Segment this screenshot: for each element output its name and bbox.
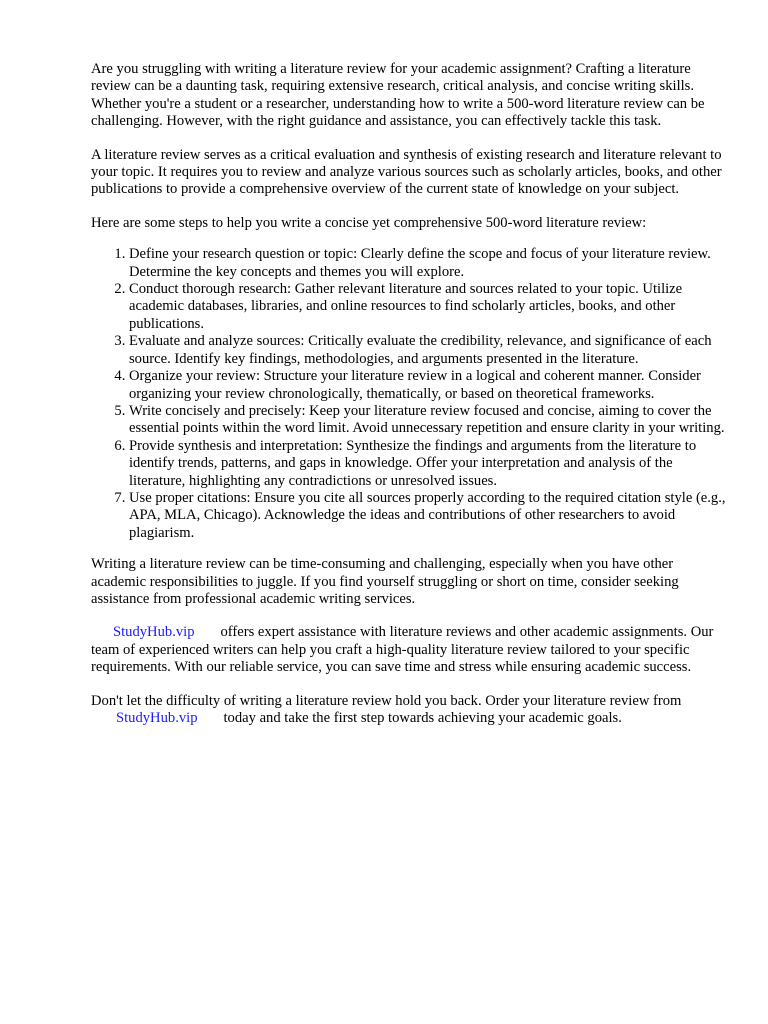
document-page — [91, 61, 731, 743]
closing-paragraph — [91, 693, 731, 728]
service-paragraph-text: offers expert assistance with literature reviews and other academic assignments. Our team of experienced writers can help you craft a high-quality literature review tailored to your specific requirements. With our reliable service, you can save time and stress while ensuring academic success. — [91, 624, 714, 676]
studyhub-link[interactable]: StudyHub.vip — [116, 710, 198, 726]
closing-paragraph-before: Don't let the difficulty of writing a literature review hold you back. Order your literature review from — [91, 692, 682, 709]
list-item: 1. Define your research question or topic: Clearly define the scope and focus of your literature review. Determine the key concepts and themes you will explore. — [129, 246, 731, 281]
intro-paragraph: Are you struggling with writing a literature review for your academic assignment? Crafting a literature review can be a daunting task, requiring extensive research, critical analysis, and concise writing skills. Whether you're a student or a researcher, understanding how to write a 500-word literature review can be challenging. However, with the right guidance and assistance, you can effectively tackle this task. — [91, 61, 705, 130]
steps-lead-paragraph: Here are some steps to help you write a concise yet comprehensive 500-word literature review: — [91, 214, 647, 231]
studyhub-link[interactable]: StudyHub.vip — [113, 624, 195, 641]
list-item: 3. Evaluate and analyze sources: Critically evaluate the credibility, relevance, and significance of each source. Identify key findings, methodologies, and arguments presented in the literature. — [129, 333, 731, 368]
service-paragraph — [91, 624, 731, 676]
list-item: 6. Provide synthesis and interpretation: Synthesize the findings and arguments from the literature to identify trends, patterns, and gaps in knowledge. Offer your interpretation and analysis of the literature, highlighting any contradictions or unresolved issues. — [129, 438, 731, 490]
list-item: 7. Use proper citations: Ensure you cite all sources properly according to the required citation style (e.g., APA, MLA, Chicago). Acknowledge the ideas and contributions of other researchers to avoid plagiarism. — [129, 490, 731, 542]
closing-paragraph-after: today and take the first step towards achieving your academic goals. — [223, 710, 622, 726]
list-item: 5. Write concisely and precisely: Keep your literature review focused and concise, aiming to cover the essential points within the word limit. Avoid unnecessary repetition and ensure clarity in your writing. — [129, 403, 731, 438]
list-item: 2. Conduct thorough research: Gather relevant literature and sources related to your topic. Utilize academic databases, libraries, and online resources to find scholarly articles, books, and other publications. — [129, 281, 731, 333]
steps-list — [91, 246, 731, 542]
definition-paragraph: A literature review serves as a critical evaluation and synthesis of existing research and literature relevant to your topic. It requires you to review and analyze various sources such as scholarly articles, books, and other publications to provide a comprehensive overview of the current state of knowledge on your subject. — [91, 146, 722, 198]
help-paragraph: Writing a literature review can be time-consuming and challenging, especially when you have other academic responsibilities to juggle. If you find yourself struggling or short on time, consider seeking assistance from professional academic writing services. — [91, 556, 679, 607]
list-item: 4. Organize your review: Structure your literature review in a logical and coherent manner. Consider organizing your review chronologically, thematically, or based on theoretical frameworks. — [129, 368, 731, 403]
